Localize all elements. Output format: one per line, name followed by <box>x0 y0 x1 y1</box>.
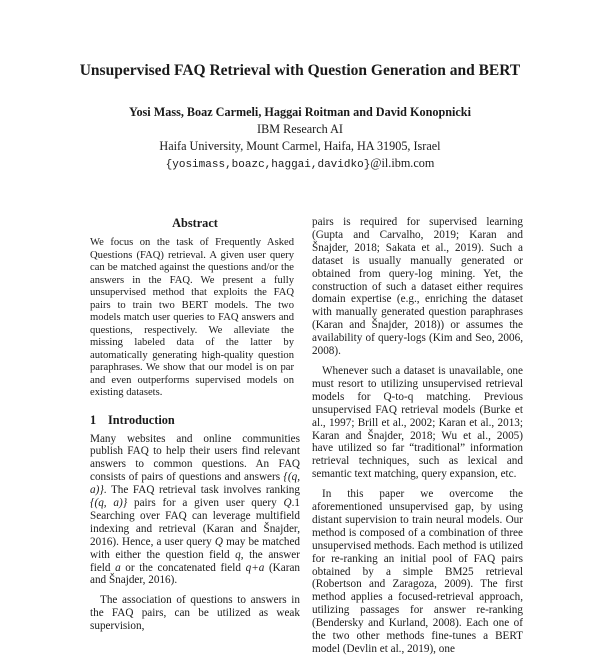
right-paragraph-3: In this paper we overcome the aforementioned unsupervised gap, by using distant supervision to train neural models. Our method is composed of a combination of three unsupervised methods. Each method is utilized for re-ranking an initial pool of FAQ pairs obtained by a simple BM25 retrieval (Robertson and Zaragoza, 2009). The first method applies a focused-retrieval approach, utilizing passages for answer re-ranking (Bendersky and Kurland, 2008). Each one of the two other methods fine-tunes a BERT model (Devlin et al., 2019), one <box>312 488 523 655</box>
abstract-heading: Abstract <box>172 216 218 230</box>
author-names: Yosi Mass, Boaz Carmeli, Haggai Roitman and David Konopnicki <box>129 105 471 119</box>
right-paragraph-1: pairs is required for supervised learning (Gupta and Carvalho, 2019; Karan and Šnajder, 2018; Sakata et al., 2019). Such a dataset is usually manually generated or obtained from query-log mining. Yet, the construction of such a dataset either requires domain expertise (e.g., enriching the dataset with manually generated question paraphrases (Karan and Šnajder, 2018)) or assumes the availability of query-logs (Kim and Seo, 2006, 2008). <box>312 216 523 358</box>
right-column <box>312 216 523 655</box>
math-set: {(q, a)} <box>90 471 300 497</box>
intro-paragraph-1 <box>90 433 300 588</box>
paper-title: Unsupervised FAQ Retrieval with Question Generation and BERT <box>79 62 521 79</box>
math-q: q <box>235 548 241 561</box>
affiliation-haifa: Haifa University, Mount Carmel, Haifa, HA 31905, Israel <box>159 139 441 153</box>
text-run: or the concatenated field <box>120 561 246 574</box>
text-run: (Karan and Šnajder, 2016). <box>90 561 300 587</box>
math-Q: Q <box>214 535 223 548</box>
text-run: Searching over FAQ can leverage multifield indexing and retrieval (Karan and Šnajder, 2016). Hence, a user query <box>90 509 300 548</box>
section-number: 1 <box>90 412 97 427</box>
text-run: Many websites and online communities publish FAQ to help their users find relevant answers to common questions. An FAQ consists of pairs of questions and answers <box>90 432 300 484</box>
left-column <box>90 216 301 633</box>
affiliation-ibm: IBM Research AI <box>257 122 343 136</box>
section-title: Introduction <box>108 412 175 427</box>
email-domain: @il.ibm.com <box>370 156 435 170</box>
section-heading-introduction <box>90 413 300 427</box>
email-users: {yosimass,boazc,haggai,davidko} <box>165 159 371 171</box>
author-emails <box>0 155 600 174</box>
math-qa: q+a <box>245 561 265 574</box>
text-run: . The FAQ retrieval task involves ranking <box>103 484 300 497</box>
text-run: may be matched with either the question field <box>90 535 301 561</box>
author-block <box>0 104 600 174</box>
math-set: {(q, a)} <box>90 497 128 510</box>
footnote-mark: .1 <box>291 497 300 510</box>
right-paragraph-2: Whenever such a dataset is unavailable, one must resort to utilizing unsupervised retrieval models for Q-to-q matching. Previous unsupervised FAQ retrieval models (Burke et al., 1997; Brill et al., 2002; Karan et al., 2013; Karan and Šnajder, 2018; Wu et al., 2005) have utilized so far “traditional” information retrieval techniques, such as lexical and semantic text matching, query expansion, etc. <box>312 364 523 481</box>
math-Q: Q <box>283 497 292 510</box>
text-run: pairs for a given user query <box>127 497 284 510</box>
math-a: a <box>115 561 121 574</box>
intro-paragraph-2: The association of questions to answers in the FAQ pairs, can be utilized as weak supervision, <box>90 594 300 633</box>
abstract-text: We focus on the task of Frequently Asked Questions (FAQ) retrieval. A given user query can be matched against the questions and/or the answers in the FAQ. We present a fully unsupervised method that exploits the FAQ pairs to train two BERT models. The two models match user queries to FAQ answers and questions, respectively. We alleviate the missing labeled data of the latter by automatically generating high-quality question paraphrases. We show that our model is on par and even outperforms supervised models on existing datasets. <box>90 237 294 398</box>
text-run: , the answer field <box>90 548 301 574</box>
